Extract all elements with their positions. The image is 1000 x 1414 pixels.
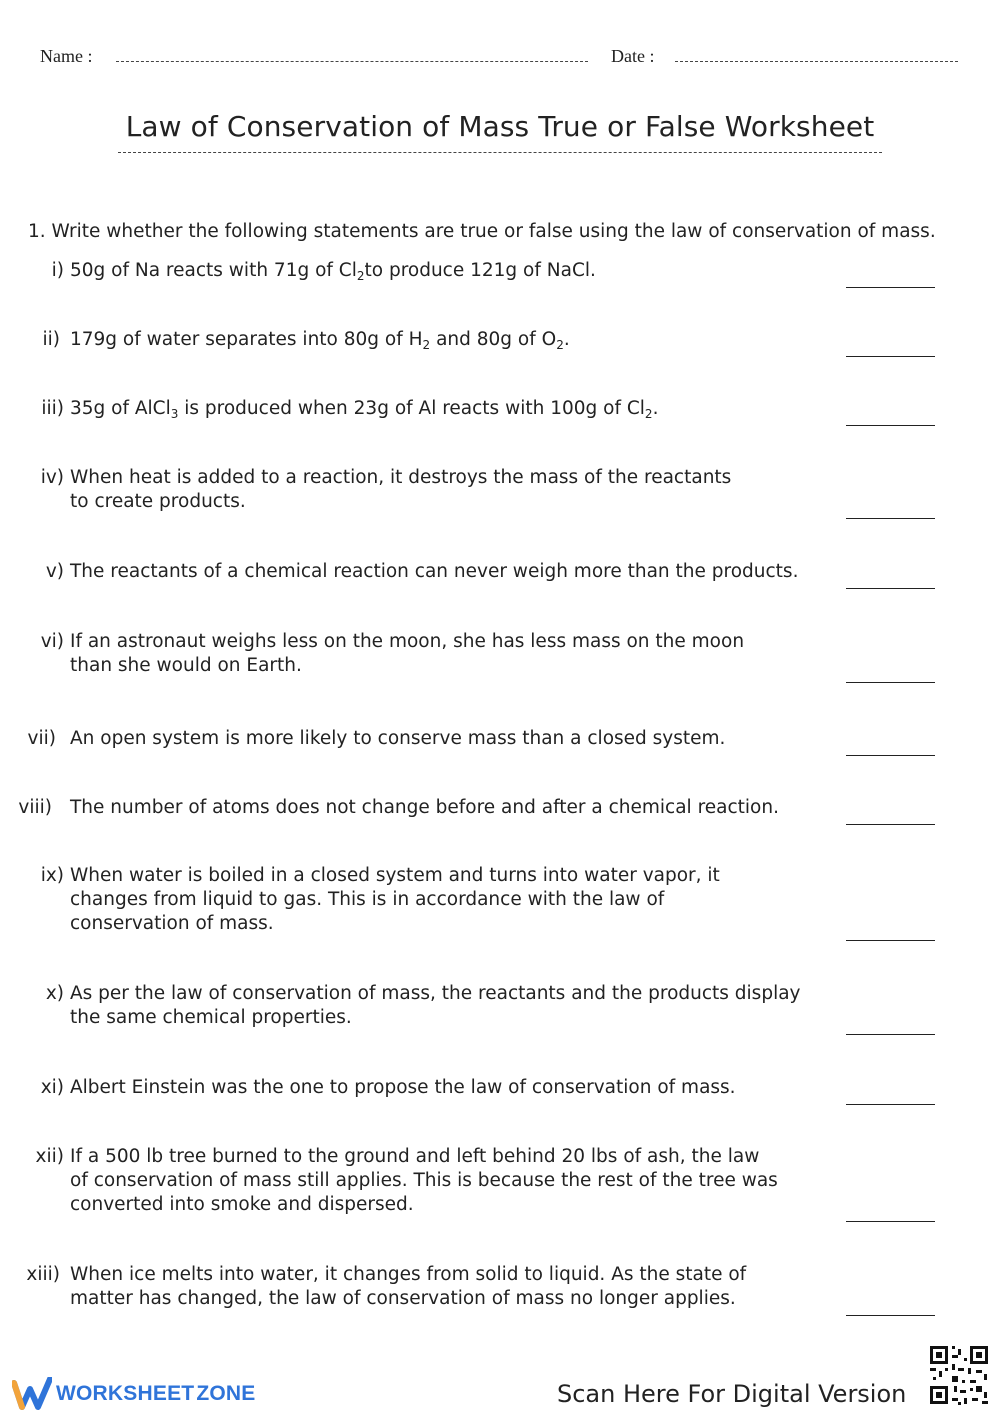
answer-blank[interactable] [846, 1104, 935, 1105]
question-number: xiii) [26, 1264, 60, 1285]
page-title: Law of Conservation of Mass True or False Worksheet [125, 110, 875, 143]
instruction-text: 1. Write whether the following statements are true or false using the law of conservation of mass. [28, 221, 936, 242]
question-number: vii) [27, 728, 56, 749]
question-number: v) [45, 561, 64, 582]
date-label: Date : [611, 46, 655, 66]
answer-blank[interactable] [846, 518, 935, 519]
question-text [70, 1145, 840, 1217]
question-number: viii) [18, 797, 52, 818]
question-text [70, 982, 840, 1030]
worksheetzone-logo-icon [12, 1377, 52, 1411]
question-line: matter has changed, the law of conservation of mass no longer applies. [70, 1288, 736, 1309]
question-text [70, 560, 840, 584]
question-number: xii) [35, 1146, 64, 1167]
question-line: 50g of Na reacts with 71g of $Cl_2to$ produce 121g of NaCl. [70, 260, 596, 283]
brand-logo [12, 1376, 255, 1412]
question-line: the same chemical properties. [70, 1007, 352, 1028]
question-text [70, 630, 840, 678]
question-number: ii) [42, 329, 60, 350]
qr-code-icon[interactable] [924, 1340, 994, 1410]
question-line: The number of atoms does not change before and after a chemical reaction. [70, 797, 779, 818]
answer-blank[interactable] [846, 1034, 935, 1035]
question-number: xi) [40, 1077, 64, 1098]
question-number: vi) [40, 631, 64, 652]
question-number: x) [45, 983, 64, 1004]
answer-blank[interactable] [846, 1221, 935, 1222]
question-line: When water is boiled in a closed system and turns into water vapor, it [70, 865, 720, 886]
name-label: Name : [40, 46, 93, 66]
scan-instruction: Scan Here For Digital Version [557, 1380, 907, 1408]
question-line: 35g of AlCl$_3$ is produced when 23g of Al reacts with 100g of $Cl_2$. [70, 398, 659, 421]
brand-word-2: ZONE [196, 1382, 256, 1405]
question-number: ix) [40, 865, 64, 886]
question-line: 179g of water separates into 80g of $H_2$ and 80g of $O_2$. [70, 329, 570, 352]
question-text [70, 1263, 840, 1311]
question-line: than she would on Earth. [70, 655, 302, 676]
question-line: When heat is added to a reaction, it destroys the mass of the reactants [70, 467, 732, 488]
question-line: of conservation of mass still applies. This is because the rest of the tree was [70, 1170, 778, 1191]
brand-name [56, 1382, 255, 1406]
question-text [70, 1076, 840, 1100]
question-text [70, 796, 840, 820]
question-line: The reactants of a chemical reaction can never weigh more than the products. [70, 561, 799, 582]
question-line: changes from liquid to gas. This is in accordance with the law of [70, 889, 665, 910]
name-field-line[interactable] [116, 61, 588, 62]
answer-blank[interactable] [846, 824, 935, 825]
answer-blank[interactable] [846, 940, 935, 941]
question-line: to create products. [70, 491, 246, 512]
question-line: As per the law of conservation of mass, the reactants and the products display [70, 983, 801, 1004]
question-text [70, 328, 840, 352]
answer-blank[interactable] [846, 1315, 935, 1316]
question-number: iv) [40, 467, 64, 488]
question-text [70, 397, 840, 421]
question-line: If a 500 lb tree burned to the ground and left behind 20 lbs of ash, the law [70, 1146, 760, 1167]
question-line: An open system is more likely to conserve mass than a closed system. [70, 728, 726, 749]
answer-blank[interactable] [846, 588, 935, 589]
brand-word-1: WORKSHEET [56, 1382, 195, 1405]
answer-blank[interactable] [846, 356, 935, 357]
answer-blank[interactable] [846, 425, 935, 426]
question-number: i) [51, 260, 64, 281]
question-line: If an astronaut weighs less on the moon, she has less mass on the moon [70, 631, 745, 652]
answer-blank[interactable] [846, 755, 935, 756]
question-line: When ice melts into water, it changes from solid to liquid. As the state of [70, 1264, 747, 1285]
question-line: conservation of mass. [70, 913, 274, 934]
answer-blank[interactable] [846, 287, 935, 288]
question-text [70, 727, 840, 751]
question-number: iii) [41, 398, 64, 419]
answer-blank[interactable] [846, 682, 935, 683]
title-underline [118, 152, 882, 153]
question-text [70, 259, 840, 283]
question-text [70, 864, 840, 936]
question-line: Albert Einstein was the one to propose the law of conservation of mass. [70, 1077, 736, 1098]
question-text [70, 466, 840, 514]
date-field-line[interactable] [675, 61, 958, 62]
question-line: converted into smoke and dispersed. [70, 1194, 414, 1215]
